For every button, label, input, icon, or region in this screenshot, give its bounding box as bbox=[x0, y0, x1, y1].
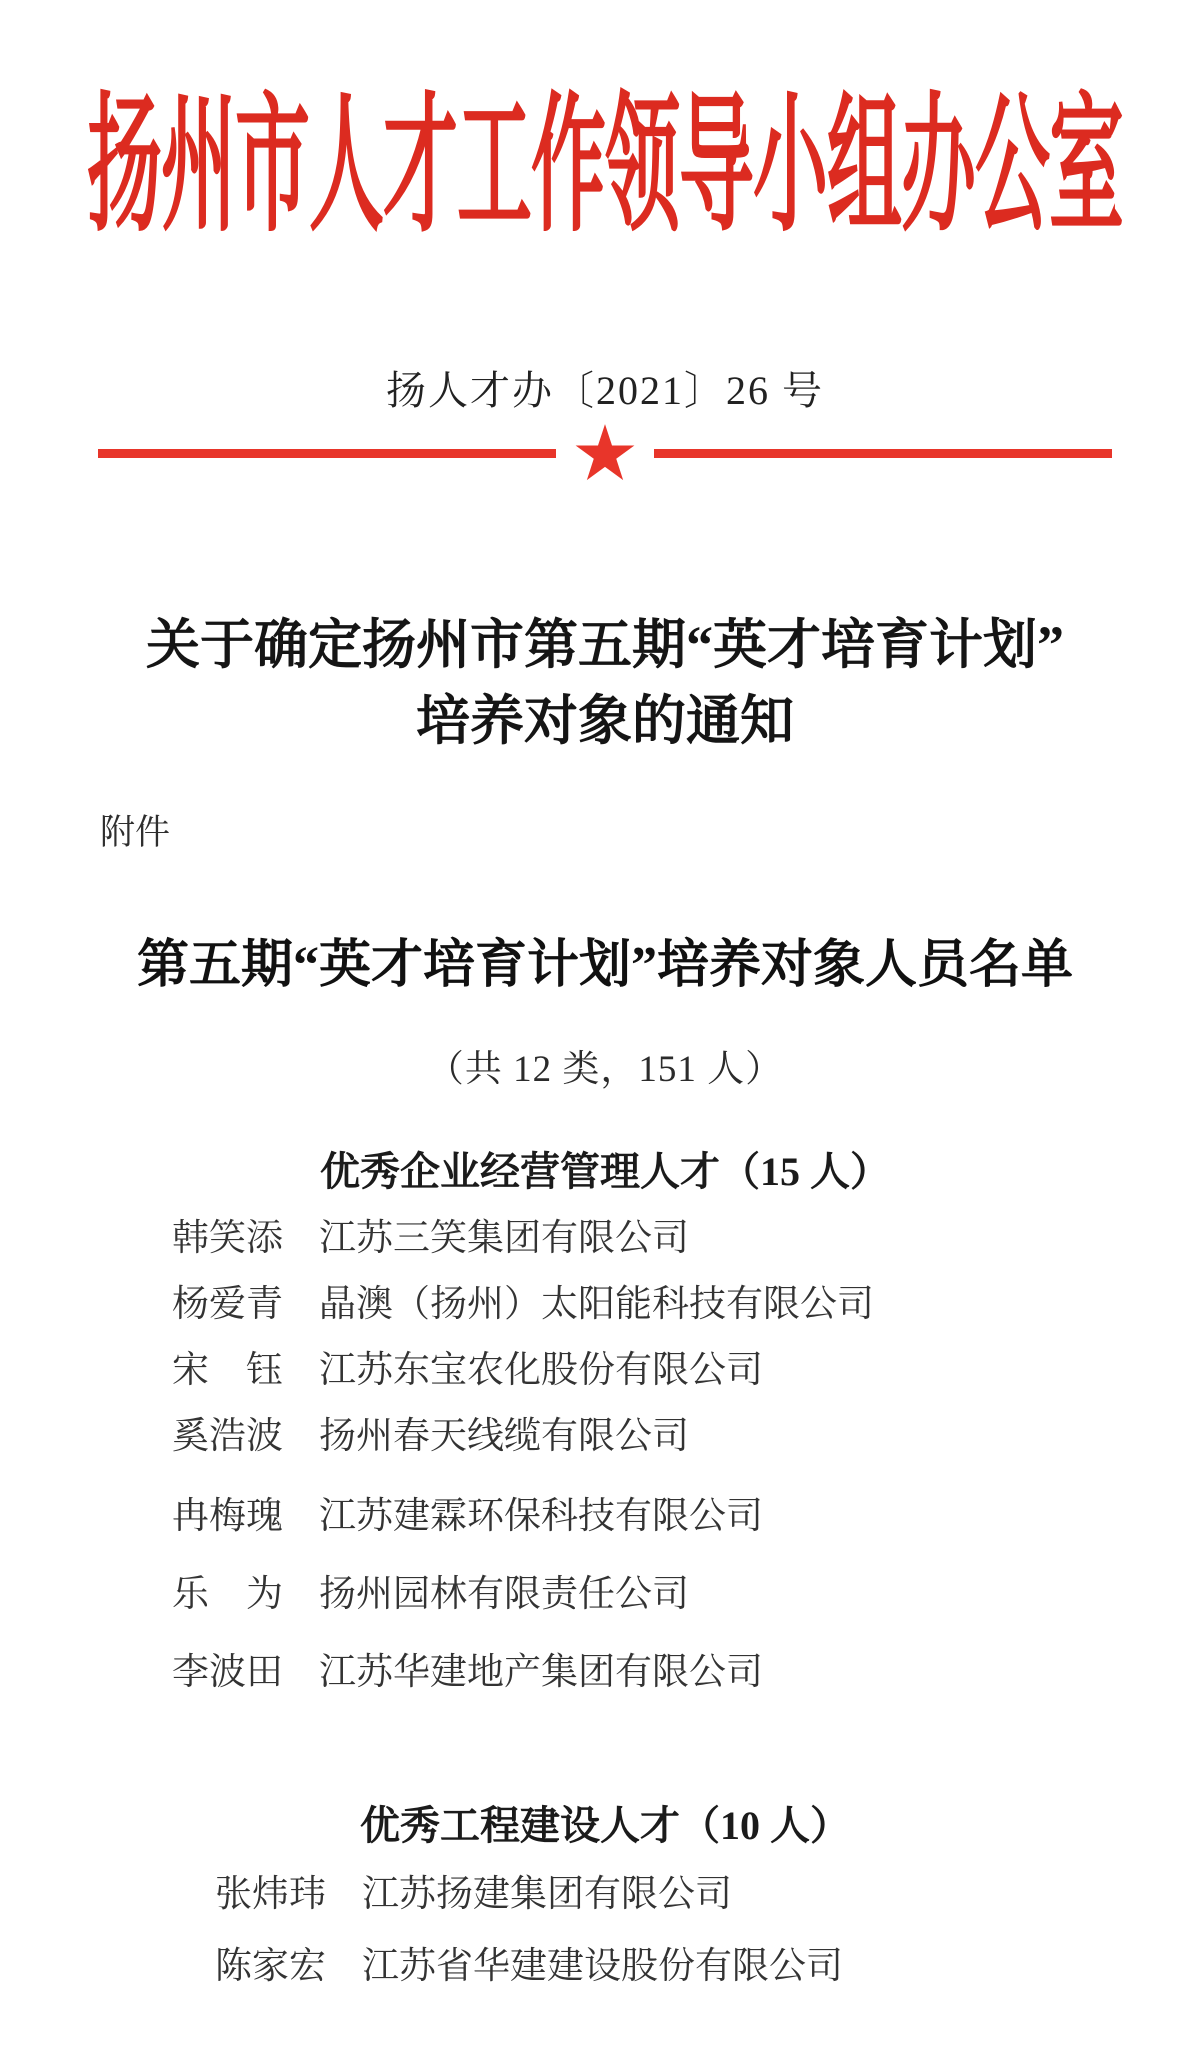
roster-row bbox=[172, 1629, 1112, 1707]
roster-title: 第五期“英才培育计划”培养对象人员名单 bbox=[136, 937, 1073, 994]
person-name: 宋 钰 bbox=[172, 1350, 283, 1391]
issuer-header bbox=[87, 84, 1124, 250]
company-name: 晶澳（扬州）太阳能科技有限公司 bbox=[319, 1284, 874, 1325]
attachment-label: 附件 bbox=[100, 813, 171, 852]
roster-row bbox=[215, 1926, 1112, 1998]
doc-number: 扬人才办〔2021〕26 号 bbox=[386, 368, 824, 413]
red-star-icon bbox=[572, 420, 638, 486]
notice-title-line1: 关于确定扬州市第五期“英才培育计划” bbox=[146, 615, 1064, 675]
notice-title-line2: 培养对象的通知 bbox=[416, 691, 794, 751]
company-name: 江苏建霖环保科技有限公司 bbox=[319, 1496, 763, 1537]
roster-list-construction bbox=[98, 1854, 1112, 1998]
person-name: 冉梅瑰 bbox=[172, 1496, 283, 1537]
roster-row bbox=[172, 1201, 1112, 1267]
person-name: 奚浩波 bbox=[172, 1416, 283, 1457]
roster-row bbox=[172, 1399, 1112, 1465]
person-name: 张炜玮 bbox=[215, 1874, 326, 1915]
notice-title bbox=[98, 607, 1112, 759]
document-page bbox=[0, 84, 1200, 2049]
company-name: 扬州春天线缆有限公司 bbox=[319, 1416, 689, 1457]
roster-summary: （共 12 类，151 人） bbox=[426, 1049, 784, 1090]
person-name: 乐 为 bbox=[172, 1574, 283, 1615]
person-name: 杨爱青 bbox=[172, 1284, 283, 1325]
company-name: 江苏华建地产集团有限公司 bbox=[319, 1652, 763, 1693]
person-name: 李波田 bbox=[172, 1652, 283, 1693]
person-name: 韩笑添 bbox=[172, 1218, 283, 1259]
roster-row bbox=[172, 1333, 1112, 1399]
roster-row bbox=[172, 1551, 1112, 1629]
person-name: 陈家宏 bbox=[215, 1946, 326, 1987]
red-divider bbox=[98, 417, 1112, 489]
divider-line-left bbox=[98, 449, 556, 458]
company-name: 江苏扬建集团有限公司 bbox=[362, 1874, 732, 1915]
roster-list-management bbox=[98, 1201, 1112, 1707]
issuer-title: 扬州市人才工作领导小组办公室 bbox=[87, 84, 1124, 250]
roster-row bbox=[172, 1267, 1112, 1333]
company-name: 扬州园林有限责任公司 bbox=[319, 1574, 689, 1615]
roster-row bbox=[172, 1473, 1112, 1551]
roster-row bbox=[215, 1854, 1112, 1926]
company-name: 江苏三笑集团有限公司 bbox=[319, 1218, 689, 1259]
divider-line-right bbox=[654, 449, 1112, 458]
company-name: 江苏省华建建设股份有限公司 bbox=[362, 1946, 843, 1987]
company-name: 江苏东宝农化股份有限公司 bbox=[319, 1350, 763, 1391]
section-heading-management: 优秀企业经营管理人才（15 人） bbox=[320, 1149, 890, 1194]
section-heading-construction: 优秀工程建设人才（10 人） bbox=[360, 1803, 850, 1848]
